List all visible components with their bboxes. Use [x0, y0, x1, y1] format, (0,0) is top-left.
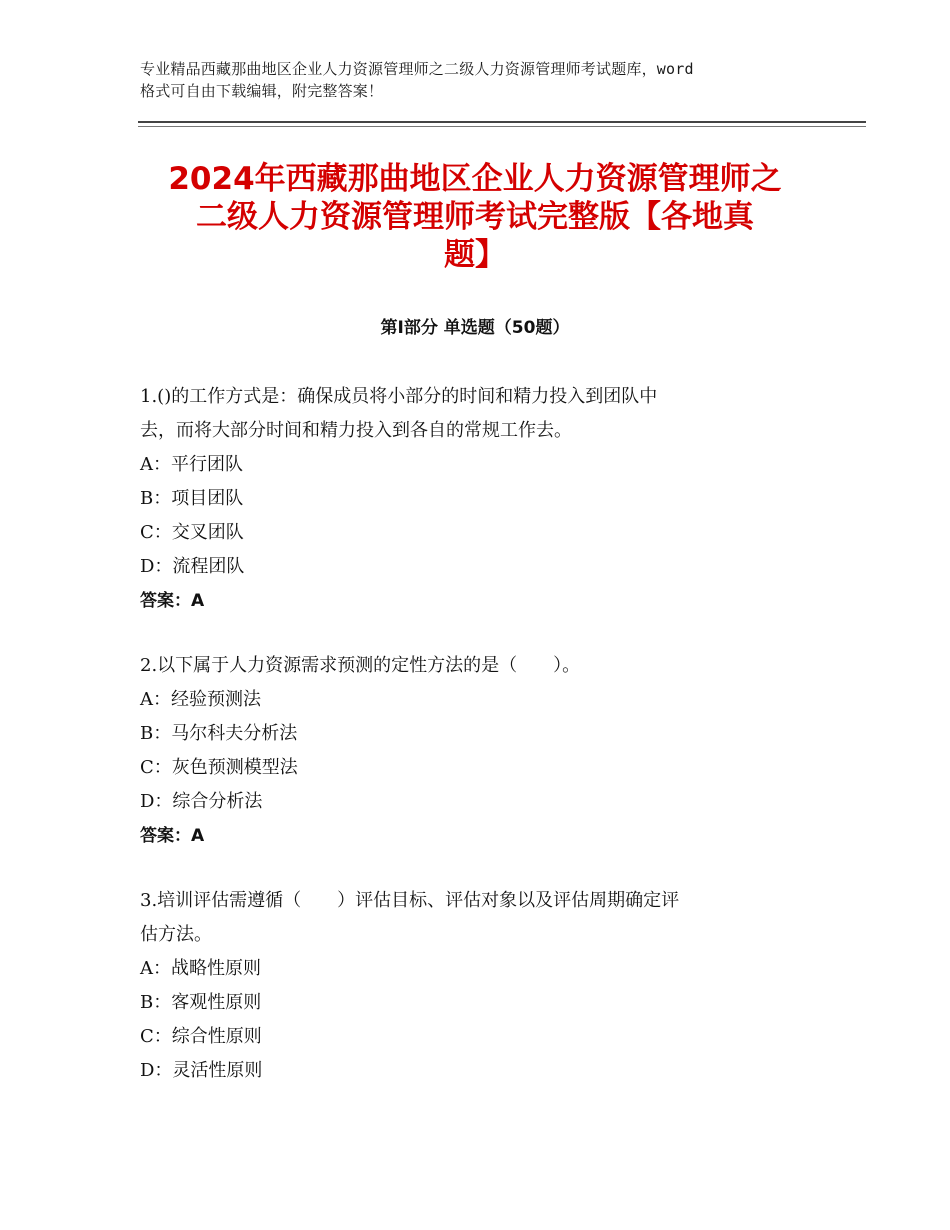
section-heading: 第Ⅰ部分 单选题（50题）	[380, 318, 570, 338]
option-d: D：流程团队	[140, 556, 245, 577]
question-stem-line: 1.()的工作方式是：确保成员将小部分的时间和精力投入到团队中	[140, 386, 658, 407]
question-1	[140, 380, 810, 618]
question-stem-line: 去，而将大部分时间和精力投入到各自的常规工作去。	[140, 420, 572, 441]
header-divider-thin	[138, 126, 866, 127]
document-title	[140, 160, 810, 274]
title-line-1: 2024年西藏那曲地区企业人力资源管理师之	[168, 161, 782, 197]
option-b: B：马尔科夫分析法	[140, 723, 298, 744]
option-c: C：综合性原则	[140, 1026, 262, 1047]
question-stem-line: 2.以下属于人力资源需求预测的定性方法的是（ ）。	[140, 655, 581, 676]
title-line-3: 题】	[444, 237, 506, 273]
header-note	[140, 58, 830, 102]
option-b: B：项目团队	[140, 488, 244, 509]
option-c: C：灰色预测模型法	[140, 757, 298, 778]
option-d: D：灵活性原则	[140, 1060, 263, 1081]
option-a: A：战略性原则	[140, 958, 261, 979]
question-2	[140, 649, 810, 853]
answer-line: 答案：A	[140, 591, 205, 611]
question-stem-line: 估方法。	[140, 924, 212, 945]
question-stem-line: 3.培训评估需遵循（ ）评估目标、评估对象以及评估周期确定评	[140, 890, 680, 911]
option-d: D：综合分析法	[140, 791, 263, 812]
header-divider-thick	[138, 121, 866, 123]
header-note-line-2: 格式可自由下载编辑，附完整答案！	[140, 82, 384, 100]
title-line-2: 二级人力资源管理师考试完整版【各地真	[196, 199, 754, 235]
option-c: C：交叉团队	[140, 522, 244, 543]
option-a: A：经验预测法	[140, 689, 261, 710]
question-3	[140, 884, 810, 1088]
header-note-line-1: 专业精品西藏那曲地区企业人力资源管理师之二级人力资源管理师考试题库，word	[140, 60, 694, 78]
answer-line: 答案：A	[140, 826, 205, 846]
option-a: A：平行团队	[140, 454, 243, 475]
question-list	[140, 380, 810, 1119]
option-b: B：客观性原则	[140, 992, 262, 1013]
